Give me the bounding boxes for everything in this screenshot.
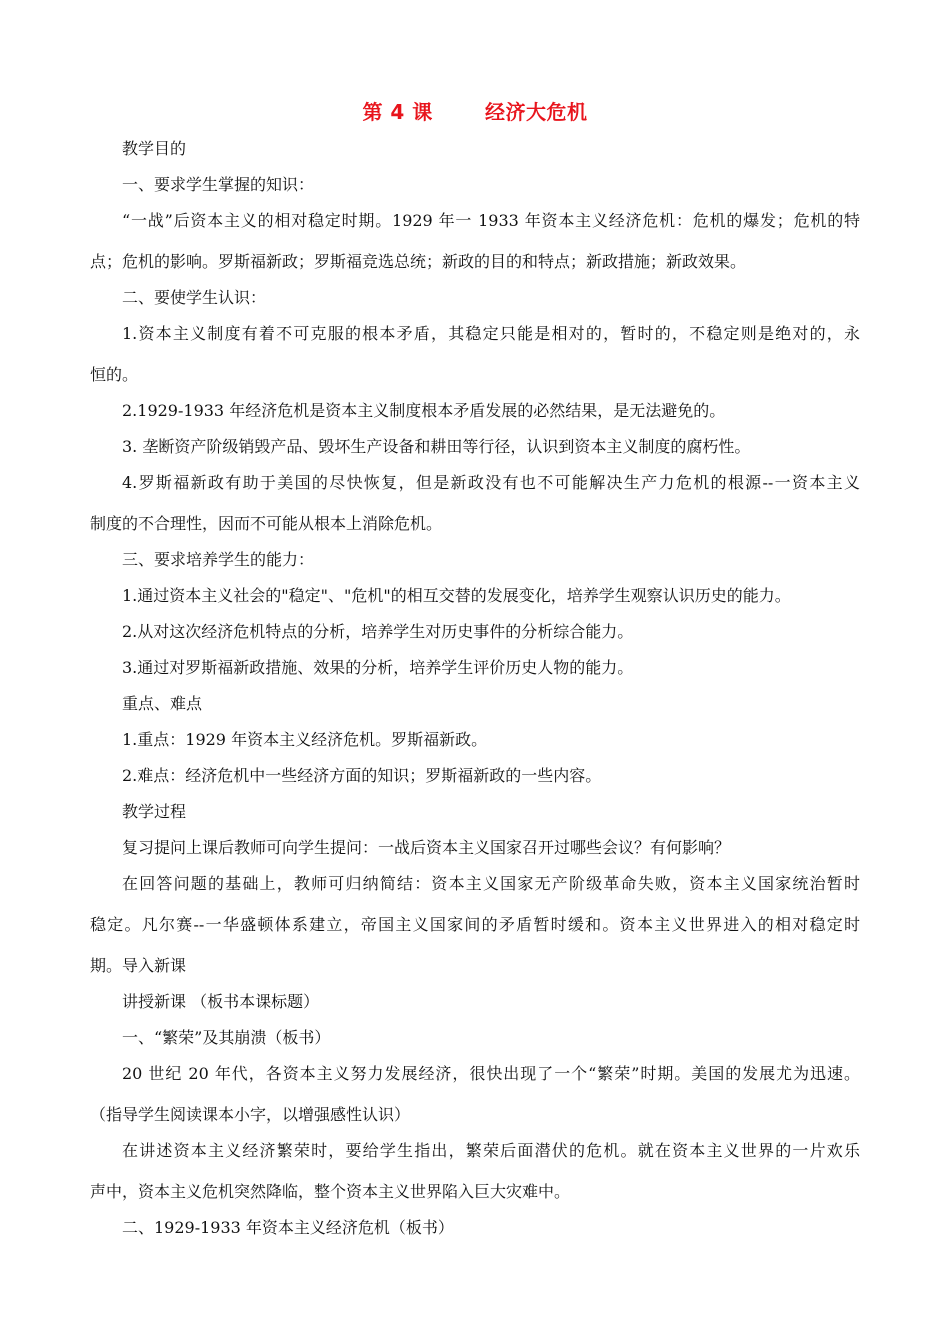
- paragraph-line: “一战”后资本主义的相对稳定时期。1929 年一 1933 年资本主义经济危机：危机的爆发；危机的特: [122, 211, 860, 230]
- subsection-heading-prosperity: 一、“繁荣”及其崩溃（板书）: [122, 1028, 331, 1047]
- paragraph-line: 复习提问上课后教师可向学生提问：一战后资本主义国家召开过哪些会议？有何影响？: [122, 838, 731, 857]
- section-heading-key-points: 重点、难点: [122, 694, 203, 713]
- list-item: 2.从对这次经济危机特点的分析，培养学生对历史事件的分析综合能力。: [122, 622, 634, 641]
- list-item: 1.通过资本主义社会的"稳定"、"危机"的相互交替的发展变化，培养学生观察认识历史的能力。: [122, 586, 791, 605]
- paragraph-line: 点；危机的影响。罗斯福新政；罗斯福竞选总统；新政的目的和特点；新政措施；新政效果。: [90, 252, 747, 271]
- list-item: 3.通过对罗斯福新政措施、效果的分析，培养学生评价历史人物的能力。: [122, 658, 634, 677]
- paragraph-line: 稳定。凡尔赛--一华盛顿体系建立，帝国主义国家间的矛盾暂时缓和。资本主义世界进入的相对稳定时: [90, 915, 860, 934]
- paragraph-line: 在回答问题的基础上，教师可归纳简结：资本主义国家无产阶级革命失败，资本主义国家统治暂时: [122, 874, 860, 893]
- list-item: 2.1929-1933 年经济危机是资本主义制度根本矛盾发展的必然结果，是无法避免的。: [122, 401, 726, 420]
- paragraph-line: 20 世纪 20 年代，各资本主义努力发展经济，很快出现了一个“繁荣”时期。美国的发展尤为迅速。: [122, 1064, 860, 1083]
- paragraph-line: 在讲述资本主义经济繁荣时，要给学生指出，繁荣后面潜伏的危机。就在资本主义世界的一片欢乐: [122, 1141, 860, 1160]
- section-heading-teaching-goals: 教学目的: [122, 139, 187, 158]
- subsection-heading-crisis: 二、1929-1933 年资本主义经济危机（板书）: [122, 1218, 454, 1237]
- list-item: 1.重点：1929 年资本主义经济危机。罗斯福新政。: [122, 730, 488, 749]
- subsection-heading-abilities: 三、要求培养学生的能力：: [122, 550, 315, 569]
- section-heading-new-lesson: 讲授新课 （板书本课标题）: [122, 992, 320, 1011]
- list-item: 2.难点：经济危机中一些经济方面的知识；罗斯福新政的一些内容。: [122, 766, 602, 785]
- list-item: 4.罗斯福新政有助于美国的尽快恢复，但是新政没有也不可能解决生产力危机的根源--一资本主义: [122, 473, 860, 492]
- paragraph-line: 期。导入新课: [90, 956, 187, 975]
- list-item: 1.资本主义制度有着不可克服的根本矛盾，其稳定只能是相对的，暂时的，不稳定则是绝对的，永: [122, 324, 860, 343]
- section-heading-teaching-process: 教学过程: [122, 802, 187, 821]
- subsection-heading-knowledge: 一、要求学生掌握的知识：: [122, 175, 315, 194]
- paragraph-line: 声中，资本主义危机突然降临，整个资本主义世界陷入巨大灾难中。: [90, 1182, 571, 1201]
- paragraph-line: 恒的。: [90, 365, 139, 384]
- page-title: 第 4 课 经济大危机: [362, 100, 588, 124]
- list-item: 3. 垄断资产阶级销毁产品、毁坏生产设备和耕田等行径，认识到资本主义制度的腐朽性。: [122, 437, 751, 456]
- paragraph-line: （指导学生阅读课本小字，以增强感性认识）: [90, 1105, 411, 1124]
- subsection-heading-understanding: 二、要使学生认识：: [122, 288, 267, 307]
- paragraph-line: 制度的不合理性，因而不可能从根本上消除危机。: [90, 514, 443, 533]
